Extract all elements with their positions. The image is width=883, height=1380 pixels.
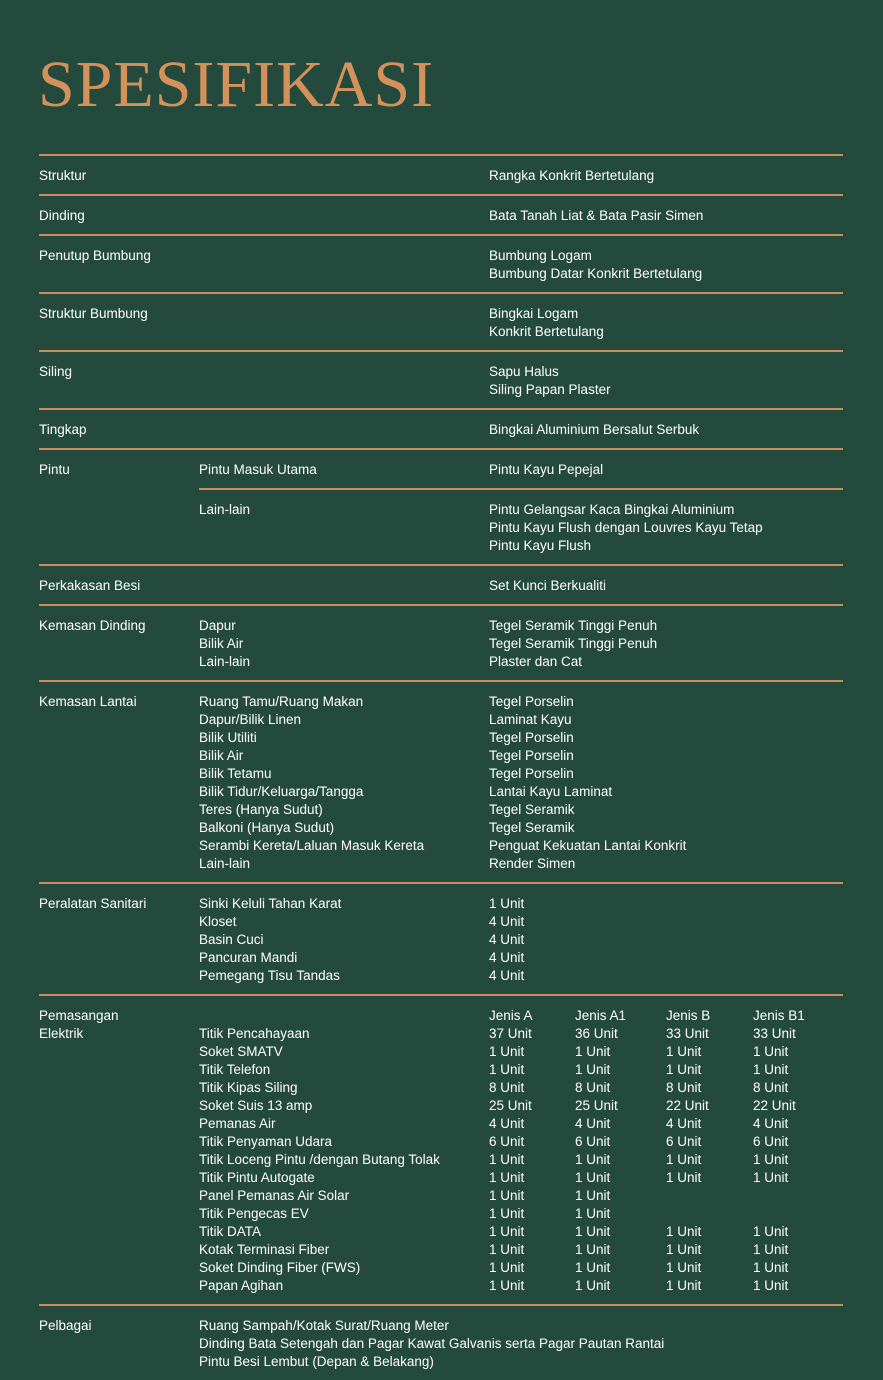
spec-value: 1 Unit xyxy=(666,1260,702,1275)
spec-item: Basin Cuci xyxy=(199,932,264,947)
spec-value: 1 Unit xyxy=(489,1062,525,1077)
section-penutup_bumbung xyxy=(39,236,843,292)
column-header: Jenis A xyxy=(489,1008,533,1023)
spec-value: Bumbung Datar Konkrit Bertetulang xyxy=(489,266,703,281)
page-title: SPESIFIKASI xyxy=(38,48,435,121)
spec-item: Sinki Keluli Tahan Karat xyxy=(199,896,342,911)
spec-value: 1 Unit xyxy=(489,1188,525,1203)
spec-value: 1 Unit xyxy=(753,1152,789,1167)
section-label: Struktur Bumbung xyxy=(39,306,148,321)
spec-value: Pintu Besi Lembut (Depan & Belakang) xyxy=(199,1354,434,1369)
spec-value: 1 Unit xyxy=(753,1242,789,1257)
spec-value: Dinding Bata Setengah dan Pagar Kawat Galvanis serta Pagar Pautan Rantai xyxy=(199,1336,665,1351)
spec-value: Penguat Kekuatan Lantai Konkrit xyxy=(489,838,687,853)
spec-value: 1 Unit xyxy=(575,1062,611,1077)
column-header: Jenis B xyxy=(666,1008,711,1023)
section-label: Peralatan Sanitari xyxy=(39,896,147,911)
section-siling xyxy=(39,352,843,408)
spec-item: Bilik Utiliti xyxy=(199,730,257,745)
section-label: Pintu xyxy=(39,462,70,477)
section-peralatan_sanitari xyxy=(39,884,843,994)
spec-value: 1 Unit xyxy=(575,1206,611,1221)
spec-value: Lantai Kayu Laminat xyxy=(489,784,613,799)
spec-value: 1 Unit xyxy=(489,1206,525,1221)
spec-value: 33 Unit xyxy=(753,1026,796,1041)
spec-value: 1 Unit xyxy=(489,1242,525,1257)
spec-value: 1 Unit xyxy=(753,1260,789,1275)
spec-item: Balkoni (Hanya Sudut) xyxy=(199,820,335,835)
spec-value: 4 Unit xyxy=(489,950,525,965)
spec-item: Titik Loceng Pintu /dengan Butang Tolak xyxy=(199,1152,440,1167)
spec-value: 1 Unit xyxy=(489,1152,525,1167)
spec-item: Lain-lain xyxy=(199,502,251,517)
spec-value: Tegel Porselin xyxy=(489,730,574,745)
section-label: Elektrik xyxy=(39,1026,84,1041)
section-label: Struktur xyxy=(39,168,87,183)
spec-value: 4 Unit xyxy=(666,1116,702,1131)
spec-value: 1 Unit xyxy=(666,1044,702,1059)
spec-value: Pintu Kayu Flush dengan Louvres Kayu Tetap xyxy=(489,520,763,535)
spec-item: Serambi Kereta/Laluan Masuk Kereta xyxy=(199,838,425,853)
spec-item: Pancuran Mandi xyxy=(199,950,298,965)
section-kemasan_dinding xyxy=(39,606,843,680)
spec-value: Siling Papan Plaster xyxy=(489,382,611,397)
spec-value: 8 Unit xyxy=(753,1080,789,1095)
spec-value: 1 Unit xyxy=(575,1044,611,1059)
spec-item: Pemegang Tisu Tandas xyxy=(199,968,340,983)
section-label: Pemasangan xyxy=(39,1008,119,1023)
spec-item: Pemanas Air xyxy=(199,1116,276,1131)
spec-value: Tegel Porselin xyxy=(489,694,574,709)
spec-item: Lain-lain xyxy=(199,856,251,871)
spec-item: Dapur/Bilik Linen xyxy=(199,712,302,727)
spec-value: 1 Unit xyxy=(666,1242,702,1257)
spec-value: 4 Unit xyxy=(489,932,525,947)
spec-item: Teres (Hanya Sudut) xyxy=(199,802,323,817)
section-struktur_bumbung xyxy=(39,294,843,350)
spec-value: 6 Unit xyxy=(489,1134,525,1149)
spec-value: Rangka Konkrit Bertetulang xyxy=(489,168,655,183)
spec-item: Soket Suis 13 amp xyxy=(199,1098,313,1113)
spec-value: 1 Unit xyxy=(575,1224,611,1239)
spec-item: Titik DATA xyxy=(199,1224,261,1239)
section-label: Penutup Bumbung xyxy=(39,248,151,263)
spec-value: 22 Unit xyxy=(666,1098,709,1113)
spec-value: 1 Unit xyxy=(489,1278,525,1293)
spec-value: 25 Unit xyxy=(489,1098,532,1113)
spec-value: Plaster dan Cat xyxy=(489,654,583,669)
section-pelbagai xyxy=(39,1306,843,1380)
section-label: Pelbagai xyxy=(39,1318,92,1333)
column-header: Jenis B1 xyxy=(753,1008,805,1023)
spec-value: 37 Unit xyxy=(489,1026,532,1041)
spec-value: 4 Unit xyxy=(489,1116,525,1131)
spec-value: 6 Unit xyxy=(575,1134,611,1149)
spec-value: 1 Unit xyxy=(489,1260,525,1275)
spec-value: 1 Unit xyxy=(575,1278,611,1293)
spec-value: Render Simen xyxy=(489,856,576,871)
spec-item: Lain-lain xyxy=(199,654,251,669)
spec-value: 6 Unit xyxy=(666,1134,702,1149)
spec-value: 1 Unit xyxy=(575,1260,611,1275)
section-label: Dinding xyxy=(39,208,85,223)
spec-value: 1 Unit xyxy=(489,1170,525,1185)
spec-item: Titik Pencahayaan xyxy=(199,1026,310,1041)
spec-item: Bilik Tidur/Keluarga/Tangga xyxy=(199,784,364,799)
spec-value: Tegel Seramik Tinggi Penuh xyxy=(489,636,658,651)
section-pintu xyxy=(39,450,843,564)
spec-value: Pintu Kayu Flush xyxy=(489,538,592,553)
spec-value: 1 Unit xyxy=(753,1062,789,1077)
spec-item: Titik Kipas Siling xyxy=(199,1080,298,1095)
section-tingkap xyxy=(39,410,843,448)
spec-value: 1 Unit xyxy=(489,1224,525,1239)
spec-value: 6 Unit xyxy=(753,1134,789,1149)
spec-value: 33 Unit xyxy=(666,1026,709,1041)
spec-value: 1 Unit xyxy=(666,1224,702,1239)
spec-value: 1 Unit xyxy=(575,1170,611,1185)
spec-item: Titik Pintu Autogate xyxy=(199,1170,315,1185)
spec-value: Tegel Porselin xyxy=(489,748,574,763)
spec-item: Dapur xyxy=(199,618,236,633)
section-label: Kemasan Dinding xyxy=(39,618,146,633)
spec-value: Ruang Sampah/Kotak Surat/Ruang Meter xyxy=(199,1318,449,1333)
spec-value: 22 Unit xyxy=(753,1098,796,1113)
section-kemasan_lantai xyxy=(39,682,843,882)
spec-value: Pintu Kayu Pepejal xyxy=(489,462,604,477)
spec-value: Bata Tanah Liat & Bata Pasir Simen xyxy=(489,208,704,223)
spec-value: Bingkai Logam xyxy=(489,306,579,321)
column-header: Jenis A1 xyxy=(575,1008,627,1023)
spec-value: 1 Unit xyxy=(666,1278,702,1293)
spec-item: Titik Telefon xyxy=(199,1062,271,1077)
section-label: Tingkap xyxy=(39,422,87,437)
spec-value: 4 Unit xyxy=(575,1116,611,1131)
spec-item: Bilik Tetamu xyxy=(199,766,272,781)
spec-value: 1 Unit xyxy=(753,1170,789,1185)
spec-value: 8 Unit xyxy=(575,1080,611,1095)
spec-value: Tegel Porselin xyxy=(489,766,574,781)
spec-value: 1 Unit xyxy=(753,1278,789,1293)
spec-value: 1 Unit xyxy=(666,1062,702,1077)
section-dinding xyxy=(39,196,843,234)
spec-item: Kotak Terminasi Fiber xyxy=(199,1242,330,1257)
section-label: Siling xyxy=(39,364,73,379)
spec-item: Bilik Air xyxy=(199,636,244,651)
spec-item: Titik Penyaman Udara xyxy=(199,1134,333,1149)
spec-value: Set Kunci Berkualiti xyxy=(489,578,607,593)
spec-value: Laminat Kayu xyxy=(489,712,572,727)
spec-item: Bilik Air xyxy=(199,748,244,763)
spec-value: 1 Unit xyxy=(575,1242,611,1257)
spec-value: Konkrit Bertetulang xyxy=(489,324,604,339)
spec-value: Tegel Seramik xyxy=(489,820,575,835)
spec-value: 1 Unit xyxy=(575,1188,611,1203)
spec-value: 1 Unit xyxy=(575,1152,611,1167)
spec-item: Pintu Masuk Utama xyxy=(199,462,317,477)
spec-value: Sapu Halus xyxy=(489,364,559,379)
spec-value: Tegel Seramik Tinggi Penuh xyxy=(489,618,658,633)
spec-value: 4 Unit xyxy=(753,1116,789,1131)
spec-value: 25 Unit xyxy=(575,1098,618,1113)
spec-value: 1 Unit xyxy=(666,1152,702,1167)
section-struktur xyxy=(39,156,843,194)
spec-item: Titik Pengecas EV xyxy=(199,1206,309,1221)
spec-value: 4 Unit xyxy=(489,968,525,983)
spec-value: 1 Unit xyxy=(489,1044,525,1059)
spec-value: Bumbung Logam xyxy=(489,248,592,263)
spec-item: Kloset xyxy=(199,914,237,929)
spec-value: 1 Unit xyxy=(753,1044,789,1059)
spec-value: 36 Unit xyxy=(575,1026,618,1041)
spec-value: 1 Unit xyxy=(489,896,525,911)
spec-value: 1 Unit xyxy=(753,1224,789,1239)
spec-item: Soket Dinding Fiber (FWS) xyxy=(199,1260,361,1275)
spec-value: 1 Unit xyxy=(666,1170,702,1185)
spec-item: Panel Pemanas Air Solar xyxy=(199,1188,350,1203)
inner-divider xyxy=(199,488,843,490)
spec-item: Papan Agihan xyxy=(199,1278,284,1293)
section-perkakasan_besi xyxy=(39,566,843,604)
spec-value: 8 Unit xyxy=(489,1080,525,1095)
spec-item: Soket SMATV xyxy=(199,1044,283,1059)
specification-table xyxy=(39,154,843,1380)
spec-value: Bingkai Aluminium Bersalut Serbuk xyxy=(489,422,700,437)
spec-value: 8 Unit xyxy=(666,1080,702,1095)
spec-value: 4 Unit xyxy=(489,914,525,929)
section-pemasangan_elektrik xyxy=(39,996,843,1304)
spec-value: Tegel Seramik xyxy=(489,802,575,817)
spec-item: Ruang Tamu/Ruang Makan xyxy=(199,694,364,709)
spec-value: Pintu Gelangsar Kaca Bingkai Aluminium xyxy=(489,502,735,517)
section-label: Kemasan Lantai xyxy=(39,694,137,709)
section-label: Perkakasan Besi xyxy=(39,578,141,593)
